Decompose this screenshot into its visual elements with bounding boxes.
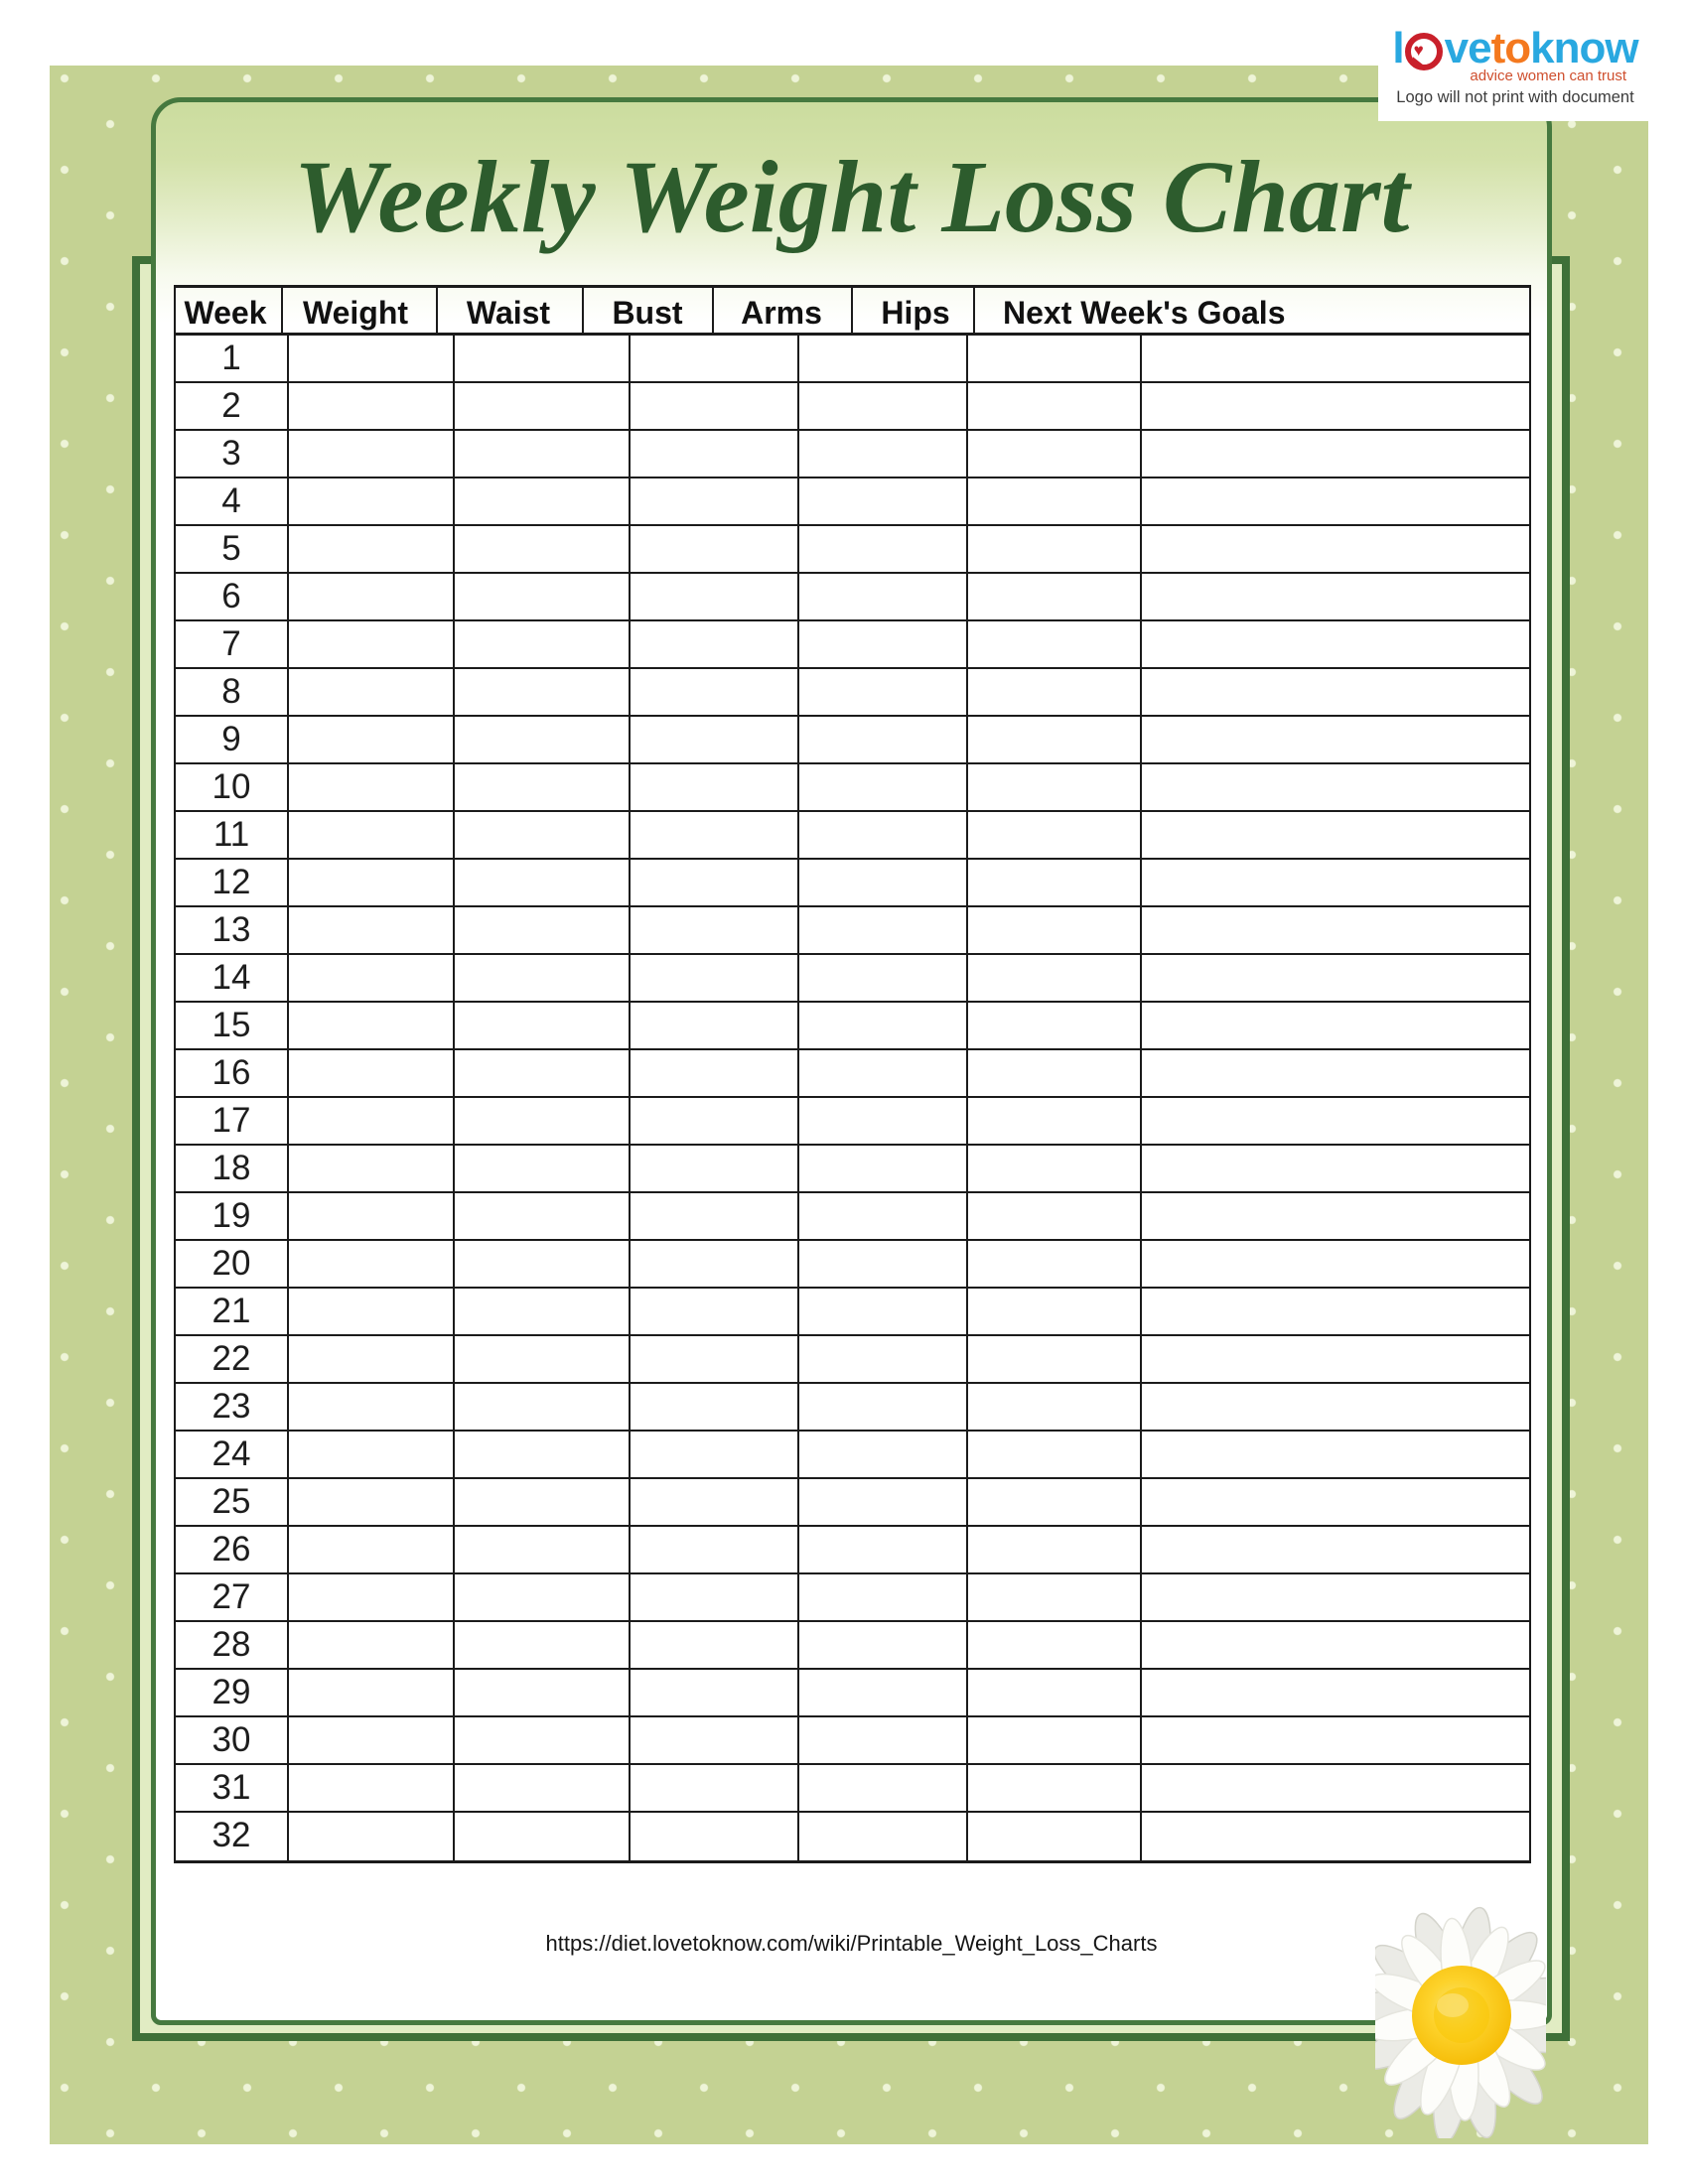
- blank-entry-cell: [631, 574, 799, 619]
- blank-entry-cell: [799, 621, 968, 667]
- blank-entry-cell: [968, 955, 1142, 1001]
- blank-entry-cell: [631, 478, 799, 524]
- blank-entry-cell: [799, 955, 968, 1001]
- blank-entry-cell: [631, 717, 799, 762]
- blank-entry-cell: [289, 812, 455, 858]
- blank-entry-cell: [799, 1098, 968, 1144]
- blank-entry-cell: [968, 431, 1142, 477]
- table-row: [176, 669, 1529, 717]
- blank-entry-cell: [1142, 1146, 1529, 1191]
- blank-entry-cell: [289, 1813, 455, 1860]
- blank-entry-cell: [799, 1479, 968, 1525]
- blank-entry-cell: [1142, 764, 1529, 810]
- logo-letters-to: to: [1490, 24, 1531, 72]
- blank-entry-cell: [799, 526, 968, 572]
- blank-entry-cell: [455, 1432, 631, 1477]
- chart-panel: [151, 97, 1552, 2025]
- blank-entry-cell: [1142, 1336, 1529, 1382]
- blank-entry-cell: [968, 812, 1142, 858]
- blank-entry-cell: [289, 526, 455, 572]
- logo-print-note: Logo will not print with document: [1396, 88, 1634, 106]
- blank-entry-cell: [1142, 717, 1529, 762]
- blank-entry-cell: [1142, 907, 1529, 953]
- blank-entry-cell: [631, 1241, 799, 1287]
- week-number-cell: 20: [176, 1241, 289, 1287]
- week-number-cell: 31: [176, 1765, 289, 1811]
- blank-entry-cell: [1142, 621, 1529, 667]
- blank-entry-cell: [631, 1003, 799, 1048]
- week-number-cell: 12: [176, 860, 289, 905]
- table-row: [176, 1527, 1529, 1574]
- blank-entry-cell: [455, 1003, 631, 1048]
- blank-entry-cell: [455, 478, 631, 524]
- blank-entry-cell: [1142, 955, 1529, 1001]
- blank-entry-cell: [799, 1717, 968, 1763]
- week-number-cell: 7: [176, 621, 289, 667]
- table-row: [176, 1813, 1529, 1860]
- blank-entry-cell: [289, 1717, 455, 1763]
- blank-entry-cell: [1142, 478, 1529, 524]
- blank-entry-cell: [1142, 1193, 1529, 1239]
- blank-entry-cell: [455, 907, 631, 953]
- blank-entry-cell: [1142, 669, 1529, 715]
- blank-entry-cell: [289, 764, 455, 810]
- table-row: [176, 1384, 1529, 1432]
- blank-entry-cell: [631, 955, 799, 1001]
- table-row: [176, 812, 1529, 860]
- blank-entry-cell: [455, 1622, 631, 1668]
- week-number-cell: 29: [176, 1670, 289, 1715]
- blank-entry-cell: [1142, 1717, 1529, 1763]
- blank-entry-cell: [455, 1050, 631, 1096]
- blank-entry-cell: [799, 1432, 968, 1477]
- blank-entry-cell: [455, 860, 631, 905]
- blank-entry-cell: [968, 1717, 1142, 1763]
- blank-entry-cell: [631, 1050, 799, 1096]
- logo-letters-know: know: [1530, 24, 1638, 72]
- blank-entry-cell: [289, 860, 455, 905]
- blank-entry-cell: [1142, 1670, 1529, 1715]
- blank-entry-cell: [631, 669, 799, 715]
- blank-entry-cell: [455, 1527, 631, 1572]
- blank-entry-cell: [289, 717, 455, 762]
- blank-entry-cell: [455, 812, 631, 858]
- page-title: Weekly Weight Loss Chart: [293, 140, 1410, 254]
- column-header: Waist: [466, 295, 551, 331]
- blank-entry-cell: [968, 1003, 1142, 1048]
- blank-entry-cell: [455, 1336, 631, 1382]
- blank-entry-cell: [1142, 336, 1529, 381]
- blank-entry-cell: [968, 1765, 1142, 1811]
- blank-entry-cell: [455, 1193, 631, 1239]
- blank-entry-cell: [799, 1003, 968, 1048]
- week-number-cell: 27: [176, 1574, 289, 1620]
- week-number-cell: 6: [176, 574, 289, 619]
- header-divider: [712, 288, 714, 333]
- table-row: [176, 336, 1529, 383]
- blank-entry-cell: [455, 431, 631, 477]
- blank-entry-cell: [631, 1479, 799, 1525]
- table-row: [176, 1003, 1529, 1050]
- blank-entry-cell: [289, 907, 455, 953]
- blank-entry-cell: [799, 1670, 968, 1715]
- week-number-cell: 18: [176, 1146, 289, 1191]
- table-header-row: [174, 285, 1531, 336]
- blank-entry-cell: [631, 860, 799, 905]
- blank-entry-cell: [968, 764, 1142, 810]
- blank-entry-cell: [631, 1670, 799, 1715]
- blank-entry-cell: [799, 1289, 968, 1334]
- blank-entry-cell: [799, 574, 968, 619]
- blank-entry-cell: [289, 336, 455, 381]
- blank-entry-cell: [455, 1146, 631, 1191]
- blank-entry-cell: [289, 1289, 455, 1334]
- week-number-cell: 2: [176, 383, 289, 429]
- blank-entry-cell: [968, 621, 1142, 667]
- table-row: [176, 1479, 1529, 1527]
- week-number-cell: 4: [176, 478, 289, 524]
- table-row: [176, 574, 1529, 621]
- week-number-cell: 5: [176, 526, 289, 572]
- table-row: [176, 1241, 1529, 1289]
- blank-entry-cell: [968, 717, 1142, 762]
- logo-letters-ve: ve: [1444, 24, 1491, 72]
- blank-entry-cell: [799, 1574, 968, 1620]
- week-number-cell: 14: [176, 955, 289, 1001]
- table-row: [176, 955, 1529, 1003]
- week-number-cell: 9: [176, 717, 289, 762]
- blank-entry-cell: [289, 1146, 455, 1191]
- blank-entry-cell: [1142, 1384, 1529, 1430]
- blank-entry-cell: [631, 1384, 799, 1430]
- blank-entry-cell: [631, 764, 799, 810]
- blank-entry-cell: [455, 955, 631, 1001]
- blank-entry-cell: [1142, 860, 1529, 905]
- week-number-cell: 10: [176, 764, 289, 810]
- lovetoknow-wordmark: [1382, 24, 1648, 72]
- blank-entry-cell: [968, 1193, 1142, 1239]
- blank-entry-cell: [289, 955, 455, 1001]
- week-number-cell: 30: [176, 1717, 289, 1763]
- blank-entry-cell: [631, 1432, 799, 1477]
- blank-entry-cell: [289, 1384, 455, 1430]
- blank-entry-cell: [631, 1193, 799, 1239]
- source-url[interactable]: https://diet.lovetoknow.com/wiki/Printable_Weight_Loss_Charts: [545, 1931, 1158, 1956]
- week-number-cell: 24: [176, 1432, 289, 1477]
- blank-entry-cell: [455, 1479, 631, 1525]
- blank-entry-cell: [968, 1241, 1142, 1287]
- blank-entry-cell: [1142, 1479, 1529, 1525]
- column-header: Weight: [302, 295, 409, 331]
- column-header: Hips: [881, 295, 950, 331]
- blank-entry-cell: [968, 574, 1142, 619]
- blank-entry-cell: [631, 1289, 799, 1334]
- column-header: Bust: [612, 295, 683, 331]
- blank-entry-cell: [289, 1241, 455, 1287]
- blank-entry-cell: [968, 860, 1142, 905]
- blank-entry-cell: [799, 1384, 968, 1430]
- blank-entry-cell: [968, 1432, 1142, 1477]
- blank-entry-cell: [968, 1813, 1142, 1860]
- blank-entry-cell: [631, 431, 799, 477]
- blank-entry-cell: [799, 1622, 968, 1668]
- table-row: [176, 1574, 1529, 1622]
- blank-entry-cell: [455, 336, 631, 381]
- blank-entry-cell: [968, 1289, 1142, 1334]
- blank-entry-cell: [289, 1098, 455, 1144]
- blank-entry-cell: [1142, 1432, 1529, 1477]
- table-row: [176, 764, 1529, 812]
- blank-entry-cell: [1142, 1574, 1529, 1620]
- blank-entry-cell: [455, 1098, 631, 1144]
- blank-entry-cell: [968, 1146, 1142, 1191]
- blank-entry-cell: [289, 621, 455, 667]
- header-divider: [436, 288, 438, 333]
- week-number-cell: 22: [176, 1336, 289, 1382]
- blank-entry-cell: [455, 1813, 631, 1860]
- blank-entry-cell: [455, 526, 631, 572]
- blank-entry-cell: [1142, 574, 1529, 619]
- table-row: [176, 717, 1529, 764]
- blank-entry-cell: [631, 1622, 799, 1668]
- week-number-cell: 21: [176, 1289, 289, 1334]
- blank-entry-cell: [631, 1098, 799, 1144]
- heart-speech-bubble-icon: [1405, 33, 1443, 70]
- table-row: [176, 526, 1529, 574]
- blank-entry-cell: [968, 478, 1142, 524]
- table-row: [176, 860, 1529, 907]
- header-divider: [281, 288, 283, 333]
- blank-entry-cell: [799, 1241, 968, 1287]
- blank-entry-cell: [631, 812, 799, 858]
- blank-entry-cell: [289, 383, 455, 429]
- blank-entry-cell: [799, 1050, 968, 1096]
- week-number-cell: 3: [176, 431, 289, 477]
- blank-entry-cell: [289, 1336, 455, 1382]
- blank-entry-cell: [289, 1670, 455, 1715]
- blank-entry-cell: [799, 1146, 968, 1191]
- blank-entry-cell: [968, 907, 1142, 953]
- table-row: [176, 1098, 1529, 1146]
- heart-icon: ♥: [1413, 41, 1423, 60]
- blank-entry-cell: [799, 1193, 968, 1239]
- blank-entry-cell: [799, 1765, 968, 1811]
- blank-entry-cell: [455, 1765, 631, 1811]
- week-number-cell: 11: [176, 812, 289, 858]
- blank-entry-cell: [1142, 1050, 1529, 1096]
- blank-entry-cell: [1142, 1527, 1529, 1572]
- blank-entry-cell: [799, 1813, 968, 1860]
- blank-entry-cell: [289, 1003, 455, 1048]
- week-number-cell: 23: [176, 1384, 289, 1430]
- blank-entry-cell: [455, 1241, 631, 1287]
- week-number-cell: 19: [176, 1193, 289, 1239]
- blank-entry-cell: [799, 812, 968, 858]
- blank-entry-cell: [968, 1050, 1142, 1096]
- table-row: [176, 621, 1529, 669]
- blank-entry-cell: [631, 1813, 799, 1860]
- blank-entry-cell: [289, 431, 455, 477]
- blank-entry-cell: [631, 1527, 799, 1572]
- week-number-cell: 25: [176, 1479, 289, 1525]
- week-number-cell: 1: [176, 336, 289, 381]
- week-number-cell: 13: [176, 907, 289, 953]
- blank-entry-cell: [289, 1527, 455, 1572]
- blank-entry-cell: [289, 574, 455, 619]
- header-divider: [582, 288, 584, 333]
- table-row: [176, 1670, 1529, 1717]
- blank-entry-cell: [631, 1717, 799, 1763]
- blank-entry-cell: [1142, 1765, 1529, 1811]
- blank-entry-cell: [968, 1479, 1142, 1525]
- lovetoknow-logo-box: [1378, 24, 1652, 121]
- table-row: [176, 1336, 1529, 1384]
- blank-entry-cell: [1142, 526, 1529, 572]
- blank-entry-cell: [289, 669, 455, 715]
- blank-entry-cell: [1142, 1241, 1529, 1287]
- table-row: [176, 1289, 1529, 1336]
- blank-entry-cell: [455, 1670, 631, 1715]
- blank-entry-cell: [631, 1336, 799, 1382]
- blank-entry-cell: [455, 1717, 631, 1763]
- blank-entry-cell: [968, 1527, 1142, 1572]
- blank-entry-cell: [799, 669, 968, 715]
- blank-entry-cell: [1142, 1813, 1529, 1860]
- column-header: Arms: [741, 295, 822, 331]
- blank-entry-cell: [289, 1193, 455, 1239]
- blank-entry-cell: [631, 383, 799, 429]
- blank-entry-cell: [1142, 431, 1529, 477]
- column-header: Next Week's Goals: [1003, 295, 1286, 331]
- week-number-cell: 26: [176, 1527, 289, 1572]
- blank-entry-cell: [799, 1527, 968, 1572]
- logo-tagline: advice women can trust: [1470, 68, 1626, 84]
- blank-entry-cell: [968, 1384, 1142, 1430]
- blank-entry-cell: [289, 1050, 455, 1096]
- blank-entry-cell: [455, 383, 631, 429]
- header-divider: [973, 288, 975, 333]
- blank-entry-cell: [455, 574, 631, 619]
- blank-entry-cell: [799, 764, 968, 810]
- blank-entry-cell: [799, 431, 968, 477]
- blank-entry-cell: [799, 1336, 968, 1382]
- logo-letter-l: l: [1392, 24, 1404, 72]
- blank-entry-cell: [289, 1765, 455, 1811]
- table-row: [176, 1050, 1529, 1098]
- blank-entry-cell: [799, 336, 968, 381]
- table-row: [176, 1193, 1529, 1241]
- week-number-cell: 28: [176, 1622, 289, 1668]
- week-number-cell: 8: [176, 669, 289, 715]
- blank-entry-cell: [1142, 1003, 1529, 1048]
- blank-entry-cell: [799, 478, 968, 524]
- week-number-cell: 17: [176, 1098, 289, 1144]
- blank-entry-cell: [968, 1622, 1142, 1668]
- blank-entry-cell: [289, 1479, 455, 1525]
- blank-entry-cell: [631, 907, 799, 953]
- table-row: [176, 907, 1529, 955]
- blank-entry-cell: [631, 526, 799, 572]
- blank-entry-cell: [1142, 1289, 1529, 1334]
- table-body: [174, 336, 1531, 1863]
- blank-entry-cell: [1142, 812, 1529, 858]
- blank-entry-cell: [455, 1574, 631, 1620]
- table-row: [176, 1146, 1529, 1193]
- blank-entry-cell: [455, 1384, 631, 1430]
- week-number-cell: 15: [176, 1003, 289, 1048]
- blank-entry-cell: [968, 526, 1142, 572]
- blank-entry-cell: [289, 1622, 455, 1668]
- blank-entry-cell: [968, 1098, 1142, 1144]
- blank-entry-cell: [289, 478, 455, 524]
- week-number-cell: 16: [176, 1050, 289, 1096]
- header-divider: [851, 288, 853, 333]
- table-row: [176, 431, 1529, 478]
- blank-entry-cell: [631, 336, 799, 381]
- blank-entry-cell: [1142, 1098, 1529, 1144]
- daisy-flower-image: [1375, 1896, 1546, 2138]
- blank-entry-cell: [455, 717, 631, 762]
- blank-entry-cell: [968, 1574, 1142, 1620]
- blank-entry-cell: [799, 717, 968, 762]
- column-header: Week: [184, 295, 267, 331]
- blank-entry-cell: [968, 669, 1142, 715]
- blank-entry-cell: [455, 1289, 631, 1334]
- blank-entry-cell: [799, 907, 968, 953]
- blank-entry-cell: [631, 1146, 799, 1191]
- blank-entry-cell: [968, 336, 1142, 381]
- blank-entry-cell: [968, 383, 1142, 429]
- blank-entry-cell: [631, 1765, 799, 1811]
- table-row: [176, 1432, 1529, 1479]
- week-number-cell: 32: [176, 1813, 289, 1860]
- blank-entry-cell: [289, 1432, 455, 1477]
- blank-entry-cell: [289, 1574, 455, 1620]
- table-row: [176, 383, 1529, 431]
- blank-entry-cell: [799, 860, 968, 905]
- blank-entry-cell: [799, 383, 968, 429]
- blank-entry-cell: [455, 621, 631, 667]
- blank-entry-cell: [1142, 1622, 1529, 1668]
- table-row: [176, 1765, 1529, 1813]
- table-row: [176, 478, 1529, 526]
- blank-entry-cell: [968, 1670, 1142, 1715]
- blank-entry-cell: [631, 621, 799, 667]
- blank-entry-cell: [968, 1336, 1142, 1382]
- blank-entry-cell: [1142, 383, 1529, 429]
- table-row: [176, 1717, 1529, 1765]
- blank-entry-cell: [631, 1574, 799, 1620]
- weight-loss-table: [174, 285, 1531, 1863]
- blank-entry-cell: [455, 764, 631, 810]
- blank-entry-cell: [455, 669, 631, 715]
- table-row: [176, 1622, 1529, 1670]
